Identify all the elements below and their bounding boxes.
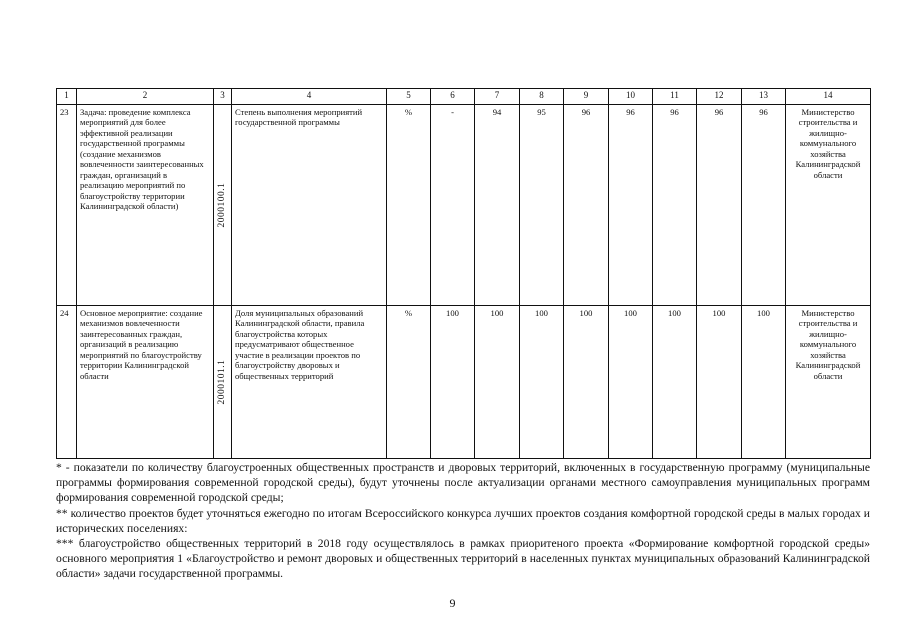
header-cell: 9: [564, 89, 609, 105]
header-cell: 10: [609, 89, 653, 105]
header-cell: 3: [214, 89, 232, 105]
code-cell: [214, 105, 232, 306]
indicator-name: Доля муниципальных образований Калининградской области, правила благоустройства которых предусматривают общественное участие в реализации проектов по благоустройству дворовых и общественных территорий: [232, 306, 387, 459]
table-row: [57, 306, 871, 459]
code-cell: [214, 306, 232, 459]
header-cell: 4: [232, 89, 387, 105]
row-number: 23: [57, 105, 77, 306]
value-cell: 100: [742, 306, 786, 459]
value-cell: -: [431, 105, 475, 306]
header-cell: 12: [697, 89, 742, 105]
value-cell: 100: [564, 306, 609, 459]
responsible-executor: Министерство строительства и жилищно-коммунального хозяйства Калининградской области: [786, 306, 871, 459]
footnote-3: *** благоустройство общественных территорий в 2018 году осуществлялось в рамках приоритеного проекта «Формирование комфортной городской среды» основного мероприятия 1 «Благоустройство и ремонт дворовых и общественных территорий в населенных пунктах муниципальных образований Калининградской области» задачи государственной программы.: [56, 537, 870, 581]
value-cell: 96: [609, 105, 653, 306]
value-cell: 100: [520, 306, 564, 459]
unit: %: [387, 105, 431, 306]
responsible-executor: Министерство строительства и жилищно-коммунального хозяйства Калининградской области: [786, 105, 871, 306]
indicators-table: [56, 88, 871, 459]
row-code: 2000101.1: [216, 359, 227, 405]
header-cell: 8: [520, 89, 564, 105]
footnotes: [56, 460, 870, 582]
value-cell: 100: [653, 306, 697, 459]
indicator-name: Степень выполнения мероприятий государственной программы: [232, 105, 387, 306]
row-code: 2000100.1: [216, 182, 227, 228]
value-cell: 96: [564, 105, 609, 306]
value-cell: 100: [609, 306, 653, 459]
value-cell: 96: [697, 105, 742, 306]
value-cell: 100: [431, 306, 475, 459]
header-cell: 13: [742, 89, 786, 105]
task-name: Основное мероприятие: создание механизмов вовлеченности заинтересованных граждан, организаций в реализацию мероприятий по благоустройству территории Калининградской области: [77, 306, 214, 459]
header-cell: 1: [57, 89, 77, 105]
value-cell: 100: [697, 306, 742, 459]
value-cell: 94: [475, 105, 520, 306]
header-cell: 7: [475, 89, 520, 105]
header-cell: 6: [431, 89, 475, 105]
footnote-1: * - показатели по количеству благоустроенных общественных пространств и дворовых территорий, включенных в государственную программу (муниципальные программы формирования современной городской среды), будут уточнены после актуализации органами местного самоуправления муниципальных программ формирования современной городской среды;: [56, 461, 870, 505]
value-cell: 100: [475, 306, 520, 459]
page-number: 9: [449, 596, 456, 610]
value-cell: 95: [520, 105, 564, 306]
header-cell: 11: [653, 89, 697, 105]
header-cell: 5: [387, 89, 431, 105]
value-cell: 96: [653, 105, 697, 306]
footnote-2: ** количество проектов будет уточняться ежегодно по итогам Всероссийского конкурса лучших проектов создания комфортной городской среды в малых городах и исторических поселениях:: [56, 506, 870, 535]
header-cell: 14: [786, 89, 871, 105]
table-row: [57, 105, 871, 306]
task-name: Задача: проведение комплекса мероприятий для более эффективной реализации государственной программы (создание механизмов вовлеченности заинтересованных граждан, организаций в реализацию мероприятий по благоустройству территории Калининградской области): [77, 105, 214, 306]
table-header-row: [57, 89, 871, 105]
unit: %: [387, 306, 431, 459]
row-number: 24: [57, 306, 77, 459]
value-cell: 96: [742, 105, 786, 306]
header-cell: 2: [77, 89, 214, 105]
